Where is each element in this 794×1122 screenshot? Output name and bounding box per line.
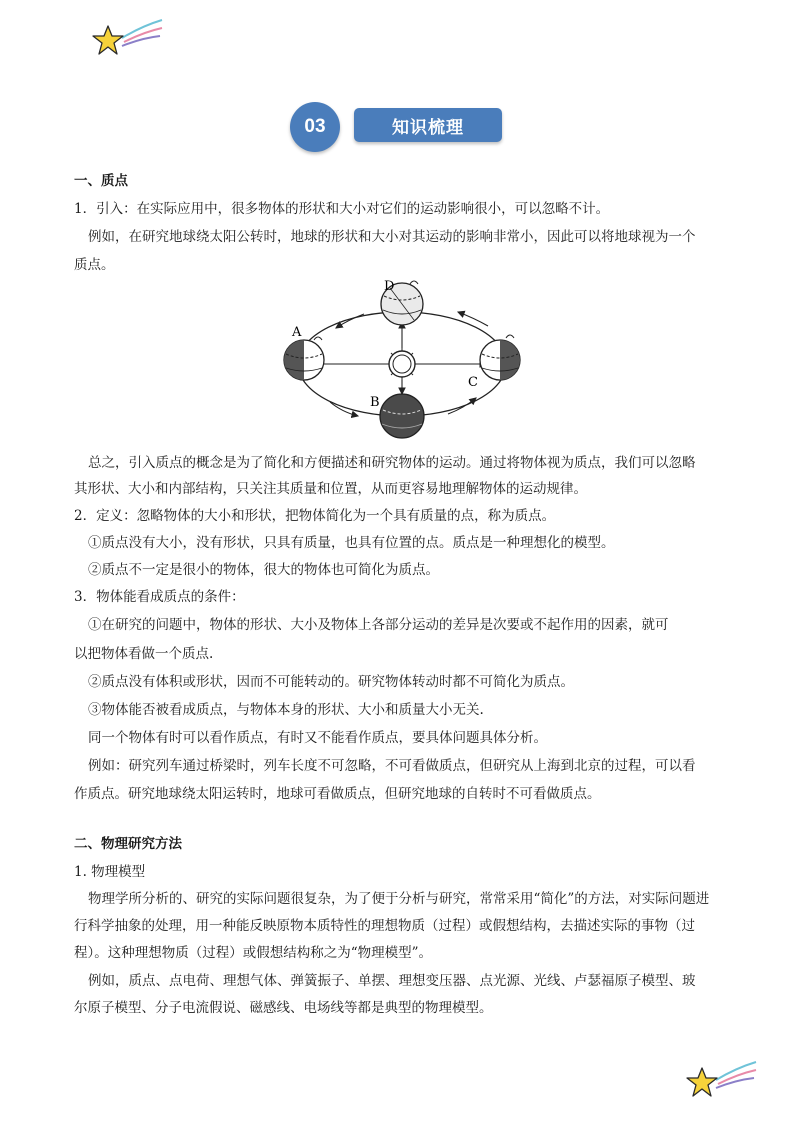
- heading-particle: 一、质点: [74, 173, 128, 189]
- paragraph: ②质点没有体积或形状，因而不可能转动的。研究物体转动时都不可简化为质点。: [88, 674, 574, 690]
- paragraph: 总之，引入质点的概念是为了简化和方便描述和研究物体的运动。通过将物体视为质点，我们可以忽略: [88, 455, 696, 471]
- paragraph: 物理学所分析的、研究的实际问题很复杂，为了便于分析与研究，常常采用“简化”的方法，对实际问题进: [88, 891, 710, 907]
- paragraph: 尔原子模型、分子电流假说、磁感线、电场线等都是典型的物理模型。: [74, 1000, 493, 1016]
- sun-icon: [386, 348, 418, 380]
- earth-b-icon: [380, 394, 424, 438]
- section-title: 知识梳理: [354, 108, 502, 142]
- paragraph: 行科学抽象的处理，用一种能反映原物本质特性的理想物质（过程）或假想结构，去描述实际的事物（过: [74, 918, 695, 934]
- section-badge: [290, 106, 506, 150]
- paragraph: 例如，在研究地球绕太阳公转时，地球的形状和大小对其运动的影响非常小，因此可以将地球视为一个: [88, 229, 696, 245]
- paragraph: 例如，质点、点电荷、理想气体、弹簧振子、单摆、理想变压器、点光源、光线、卢瑟福原子模型、玻: [88, 973, 696, 989]
- paragraph: 1．引入：在实际应用中，很多物体的形状和大小对它们的运动影响很小，可以忽略不计。: [74, 201, 610, 217]
- paragraph: 3．物体能看成质点的条件：: [74, 589, 245, 605]
- heading-methods: 二、物理研究方法: [74, 836, 182, 852]
- paragraph: 程）。这种理想物质（过程）或假想结构称之为“物理模型”。: [74, 945, 433, 961]
- section-number: 03: [290, 102, 340, 152]
- earth-orbit-diagram: [278, 278, 528, 444]
- label-c: C: [468, 375, 478, 390]
- paragraph: 作质点。研究地球绕太阳运转时，地球可看做质点，但研究地球的自转时不可看做质点。: [74, 786, 601, 802]
- label-b: B: [370, 395, 380, 410]
- paragraph: ①质点没有大小，没有形状，只具有质量，也具有位置的点。质点是一种理想化的模型。: [88, 535, 615, 551]
- label-a: A: [292, 325, 302, 340]
- shooting-star-icon: [92, 16, 164, 60]
- earth-c-icon: [480, 340, 520, 380]
- earth-a-icon: [284, 340, 324, 380]
- paragraph: 例如：研究列车通过桥梁时，列车长度不可忽略，不可看做质点，但研究从上海到北京的过程，可以看: [88, 758, 696, 774]
- paragraph: ①在研究的问题中，物体的形状、大小及物体上各部分运动的差异是次要或不起作用的因素，就可: [88, 617, 669, 633]
- paragraph: 以把物体看做一个质点.: [74, 646, 214, 662]
- paragraph: ②质点不一定是很小的物体，很大的物体也可简化为质点。: [88, 562, 439, 578]
- paragraph: ③物体能否被看成质点，与物体本身的形状、大小和质量大小无关.: [88, 702, 484, 718]
- shooting-star-icon: [686, 1058, 758, 1102]
- label-d: D: [384, 279, 395, 294]
- paragraph: 其形状、大小和内部结构，只关注其质量和位置，从而更容易地理解物体的运动规律。: [74, 481, 587, 497]
- subheading-physical-model: 1. 物理模型: [74, 864, 146, 880]
- paragraph: 2．定义：忽略物体的大小和形状，把物体简化为一个具有质量的点，称为质点。: [74, 508, 556, 524]
- paragraph: 同一个物体有时可以看作质点，有时又不能看作质点，要具体问题具体分析。: [88, 730, 547, 746]
- paragraph: 质点。: [74, 257, 115, 273]
